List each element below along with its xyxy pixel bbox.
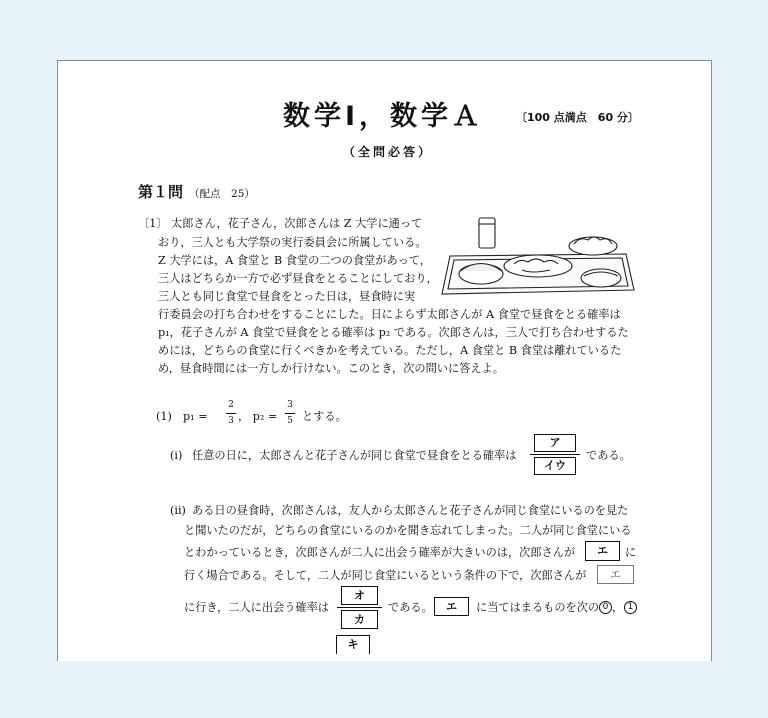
question-heading [138,181,255,202]
intro-line: 三人とも同じ食堂で昼食をとった日は，昼食時に実 [158,290,416,303]
lunch-tray-illustration [438,216,638,302]
sub-ii-label: (ii) [170,504,186,517]
answer-box-ki[interactable]: キ [336,635,370,654]
p2-numerator: 3 [287,400,293,410]
answer-box-o[interactable]: オ [341,586,378,605]
sub-ii-line5-mid: である。 [388,601,433,614]
answer-box-a[interactable]: ア [534,434,576,452]
intro-line: 三人はどちらか一方で必ず昼食をとることにしており， [158,272,438,285]
intro-line: おり，三人とも大学祭の実行委員会に所属している。 [158,236,427,249]
sub-ii-line5-end: に当てはまるものを次の [476,601,600,614]
p1-label: p₁ = [183,410,208,423]
intro-line: p₁，花子さんが A 食堂で昼食をとる確率は p₂ である。次郎さんは，三人で打ち合わせするた [158,326,629,339]
p1-denominator: 3 [228,416,234,426]
page-title: 数学Ⅰ，数学Ａ [283,101,484,132]
p1-fraction-bar [226,413,236,414]
sub-ii-fraction-bar [337,607,382,608]
title-note: 〔100 点満点 60 分〕 [516,111,639,124]
p2-denominator: 5 [287,416,293,426]
answer-box-iu[interactable]: イウ [534,457,576,475]
intro-line: 〔1〕 太郎さん，花子さん，次郎さんは Z 大学に通って [138,217,423,230]
sub-ii-line3-end: に [625,546,637,559]
exam-page [57,60,712,661]
intro-line: Z 大学には，A 食堂と B 食堂の二つの食堂があって， [158,254,431,267]
choice-separator: ， [612,601,624,614]
question-number: 第１問 [138,183,184,201]
intro-line: め，昼食時間には一方しか行けない。このとき，次の問いに答えよ。 [158,362,504,375]
answer-box-e[interactable]: エ [585,541,620,561]
sub-i-fraction-bar [530,454,580,455]
sub-i-label: (i) [170,449,183,462]
p1-numerator: 2 [228,400,234,410]
sub-ii-line: ある日の昼食時，次郎さんは，友人から太郎さんと花子さんが同じ食堂にいるのを見た [192,504,629,517]
answer-box-ka[interactable]: カ [341,610,378,629]
sub-ii-line5-start: に行き，二人に出会う確率は [184,601,329,614]
p2-label: ， p₂ = [238,410,278,423]
sub-ii-line: とわかっているとき，次郎さんが二人に出会う確率が大きいのは，次郎さんが [184,546,576,559]
intro-line: めには，どちらの食堂に行くべきかを考えている。ただし，A 食堂と B 食堂は離れているた [158,344,622,357]
sub-ii-line: と聞いたのだが，どちらの食堂にいるのかを聞き忘れてしまった。二人が同じ食堂にいる [184,524,632,537]
subtitle: （全問必答） [343,145,434,159]
sub-i-text: 任意の日に，太郎さんと花子さんが同じ食堂で昼食をとる確率は [192,449,517,462]
choice-0-marker: 0 [599,601,612,614]
sub-ii-line: 行く場合である。そして，二人が同じ食堂にいるという条件の下で，次郎さんが [184,569,587,582]
p2-fraction-bar [285,413,295,414]
answer-box-e-reference: エ [597,565,634,584]
sub-i-suffix: である。 [586,449,631,462]
question-points: （配点 25） [189,188,255,200]
part1-suffix: とする。 [302,410,347,423]
intro-line: 行委員会の打ち合わせをすることにした。日によらず太郎さんが A 食堂で昼食をとる確率は [158,308,621,321]
part1-label: (1) [156,410,172,423]
choice-1-marker: 1 [624,601,637,614]
answer-box-e-ref[interactable]: エ [434,597,469,616]
